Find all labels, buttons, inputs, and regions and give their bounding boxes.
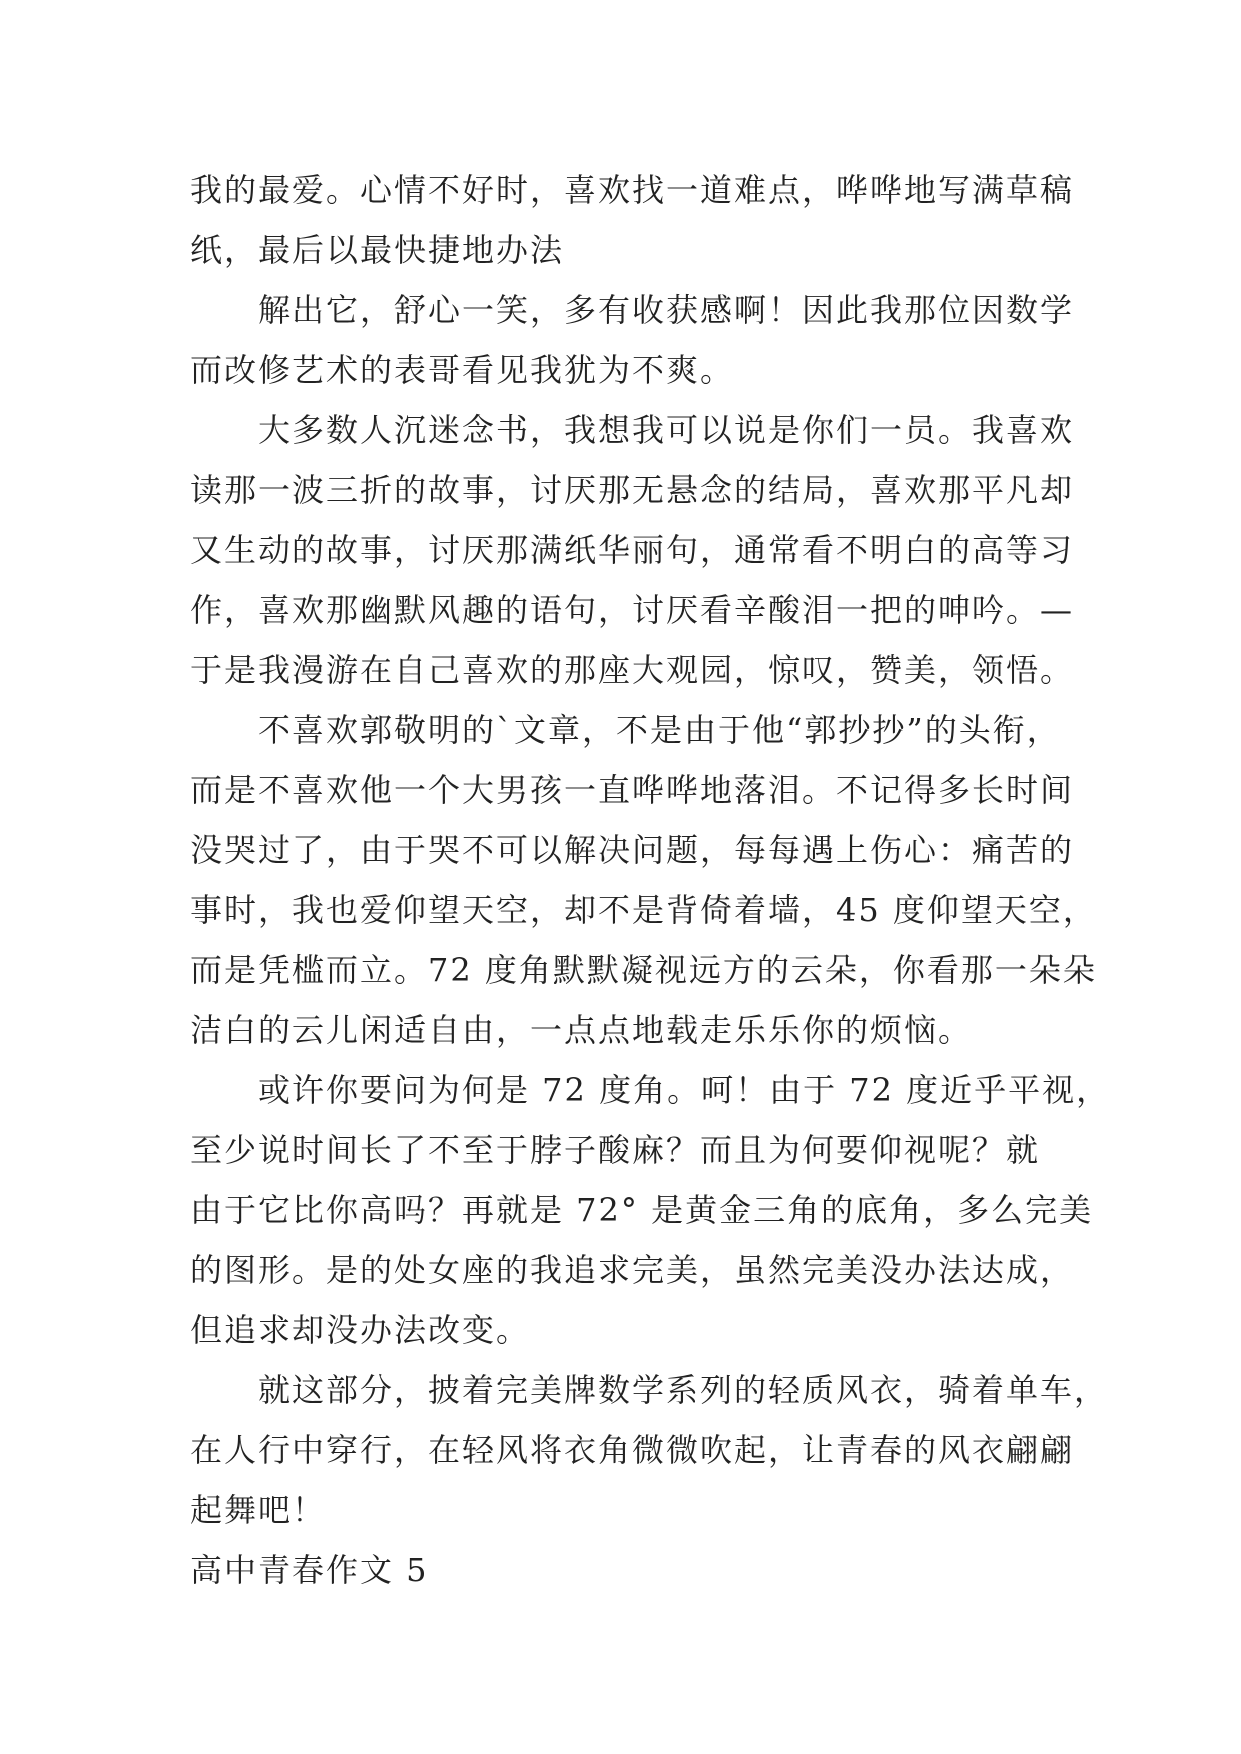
- document-body: [190, 160, 1111, 1600]
- text-line: 洁白的云儿闲适自由，一点点地载走乐乐你的烦恼。: [190, 1011, 973, 1049]
- text-line: 但追求却没办法改变。: [190, 1311, 531, 1349]
- text-line: 起舞吧！: [190, 1491, 327, 1529]
- text-line: 纸，最后以最快捷地办法: [190, 231, 565, 269]
- paragraph: [190, 700, 1097, 1060]
- text-line: 于是我漫游在自己喜欢的那座大观园，惊叹，赞美，领悟。: [190, 651, 1075, 689]
- text-line: 作，喜欢那幽默风趣的语句，讨厌看辛酸泪一把的呻吟。—: [190, 591, 1075, 629]
- text-line: 我的最爱。心情不好时，喜欢找一道难点，哗哗地写满草稿: [190, 171, 1075, 209]
- text-line: 没哭过了，由于哭不可以解决问题，每每遇上伤心：痛苦的: [190, 831, 1075, 869]
- text-line: 大多数人沉迷念书，我想我可以说是你们一员。我喜欢: [258, 411, 1075, 449]
- text-line: 至少说时间长了不至于脖子酸麻？而且为何要仰视呢？就: [190, 1131, 1041, 1169]
- text-line: 在人行中穿行，在轻风将衣角微微吹起，让青春的风衣翩翩: [190, 1431, 1075, 1469]
- text-line: 的图形。是的处女座的我追求完美，虽然完美没办法达成，: [190, 1251, 1075, 1289]
- paragraph: [190, 1060, 1111, 1360]
- text-line: 解出它，舒心一笑，多有收获感啊！因此我那位因数学: [258, 291, 1075, 329]
- text-line: 而改修艺术的表哥看见我犹为不爽。: [190, 351, 735, 389]
- paragraph: [190, 160, 1075, 280]
- text-line: 不喜欢郭敬明的`文章，不是由于他“郭抄抄”的头衔，: [258, 711, 1061, 749]
- paragraph: [190, 1360, 1109, 1540]
- text-line: 或许你要问为何是 72 度角。呵！由于 72 度近乎平视，: [258, 1071, 1111, 1109]
- text-line: 就这部分，披着完美牌数学系列的轻质风衣，骑着单车，: [258, 1371, 1109, 1409]
- text-line: 而是不喜欢他一个大男孩一直哗哗地落泪。不记得多长时间: [190, 771, 1075, 809]
- text-line: 由于它比你高吗？再就是 72° 是黄金三角的底角，多么完美: [190, 1191, 1094, 1229]
- text-line: 而是凭槛而立。72 度角默默凝视远方的云朵，你看那一朵朵: [190, 951, 1097, 989]
- text-line: 读那一波三折的故事，讨厌那无悬念的结局，喜欢那平凡却: [190, 471, 1075, 509]
- paragraph: [190, 280, 1075, 400]
- paragraph: [190, 400, 1075, 700]
- text-line: 事时，我也爱仰望天空，却不是背倚着墙，45 度仰望天空，: [190, 891, 1097, 929]
- section-heading: 高中青春作文 5: [190, 1551, 429, 1589]
- text-line: 又生动的故事，讨厌那满纸华丽句，通常看不明白的高等习: [190, 531, 1075, 569]
